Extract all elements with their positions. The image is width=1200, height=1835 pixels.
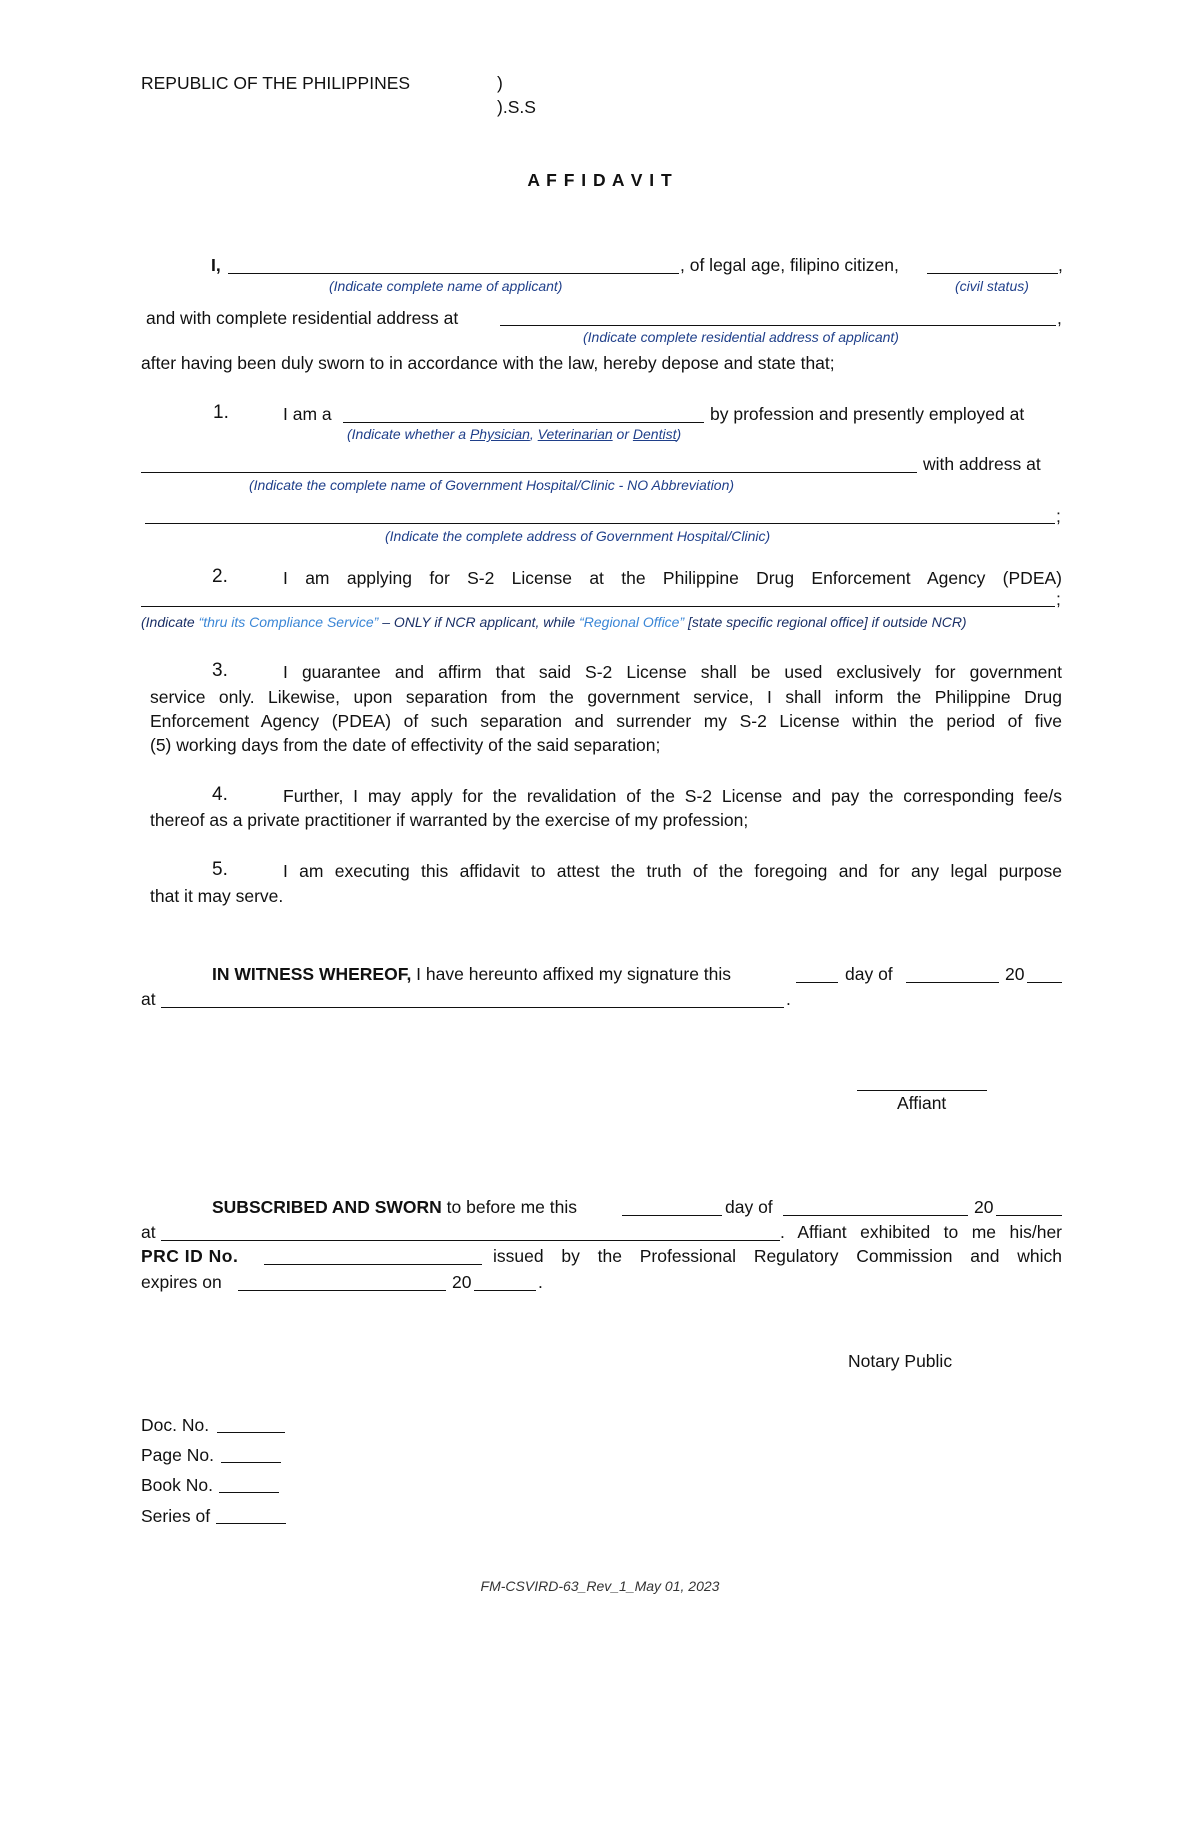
civil-status-blank[interactable] — [927, 273, 1058, 274]
sworn-at: at — [141, 1222, 156, 1242]
sworn-clause: SUBSCRIBED AND SWORN to before me this — [212, 1197, 577, 1217]
book-no-label: Book No. — [141, 1475, 213, 1495]
page-no-blank[interactable] — [221, 1462, 281, 1463]
residential-address-blank[interactable] — [500, 325, 1056, 326]
sworn-exhibited: . Affiant exhibited to me his/her — [780, 1222, 1062, 1242]
profession-hint: (Indicate whether a Physician, Veterinarian or Dentist) — [347, 426, 682, 442]
witness-place-blank[interactable] — [161, 1007, 784, 1008]
expiry-twenty: 20 — [452, 1272, 472, 1292]
series-of-blank[interactable] — [216, 1523, 286, 1524]
series-of-label: Series of — [141, 1506, 211, 1526]
republic-heading: REPUBLIC OF THE PHILIPPINES — [141, 73, 411, 93]
expiry-year-blank[interactable] — [474, 1290, 536, 1291]
sworn-month-blank[interactable] — [783, 1215, 968, 1216]
prc-id-blank[interactable] — [264, 1264, 482, 1265]
item2-text: I am applying for S-2 License at the Philippine Drug Enforcement Agency (PDEA) — [283, 568, 1062, 588]
expiry-period: . — [538, 1272, 543, 1292]
intro-comma: , — [1058, 255, 1063, 275]
item1-tail: by profession and presently employed at — [710, 404, 1025, 424]
sworn-statement: after having been duly sworn to in accordance with the law, hereby depose and state that; — [141, 353, 835, 373]
witness-twenty: 20 — [1005, 964, 1025, 984]
item5-number: 5. — [212, 859, 228, 880]
witness-month-blank[interactable] — [906, 982, 999, 983]
pdea-office-hint: (Indicate “thru its Compliance Service” – ONLY if NCR applicant, while “Regional Office” [state specific regional office] if outside NCR) — [141, 614, 967, 630]
item4-number: 4. — [212, 784, 228, 805]
doc-no-label: Doc. No. — [141, 1415, 210, 1435]
affiant-signature-line[interactable] — [857, 1090, 987, 1091]
sworn-year-blank[interactable] — [996, 1215, 1062, 1216]
hospital-name-blank[interactable] — [141, 472, 917, 473]
witness-clause: IN WITNESS WHEREOF, I have hereunto affixed my signature this — [212, 964, 732, 984]
intro-i: I, — [211, 255, 221, 275]
item3-line2: service only. Likewise, upon separation from the government service, I shall inform the Philippine Drug — [150, 687, 1062, 707]
sworn-place-blank[interactable] — [161, 1240, 780, 1241]
prc-id-label: PRC ID No. — [141, 1246, 239, 1266]
item4-line1: Further, I may apply for the revalidation of the S-2 License and pay the corresponding fee/s — [283, 786, 1062, 806]
book-no-blank[interactable] — [219, 1492, 279, 1493]
prc-issued-text: issued by the Professional Regulatory Commission and which — [493, 1246, 1062, 1266]
item3-line4: (5) working days from the date of effectivity of the said separation; — [150, 735, 661, 755]
notary-public-label: Notary Public — [848, 1351, 953, 1371]
page-no-label: Page No. — [141, 1445, 214, 1465]
item4-line2: thereof as a private practitioner if warranted by the exercise of my profession; — [150, 810, 749, 830]
item3-line3: Enforcement Agency (PDEA) of such separation and surrender my S-2 License within the period of five — [150, 711, 1062, 731]
sworn-twenty: 20 — [974, 1197, 994, 1217]
address-comma: , — [1057, 308, 1062, 328]
form-code-footer: FM-CSVIRD-63_Rev_1_May 01, 2023 — [480, 1578, 720, 1594]
pdea-office-blank[interactable] — [141, 606, 1055, 607]
item5-line2: that it may serve. — [150, 886, 284, 906]
applicant-name-blank[interactable] — [228, 273, 679, 274]
address-hint: (Indicate complete residential address of applicant) — [583, 329, 899, 345]
hospital-address-hint: (Indicate the complete address of Government Hospital/Clinic) — [385, 528, 771, 544]
profession-blank[interactable] — [343, 422, 704, 423]
item5-line1: I am executing this affidavit to attest the truth of the foregoing and for any legal purpose — [283, 861, 1062, 881]
ss-paren-top: ) — [497, 73, 503, 93]
witness-year-blank[interactable] — [1027, 982, 1062, 983]
expires-on-label: expires on — [141, 1272, 222, 1292]
item3-line1: I guarantee and affirm that said S-2 License shall be used exclusively for government — [283, 662, 1062, 682]
item1-number: 1. — [213, 402, 229, 423]
witness-day-blank[interactable] — [796, 982, 838, 983]
affiant-label: Affiant — [897, 1093, 947, 1113]
civil-status-hint: (civil status) — [955, 278, 1029, 294]
hospital-address-semicolon: ; — [1056, 506, 1061, 526]
hospital-name-hint: (Indicate the complete name of Government Hospital/Clinic - NO Abbreviation) — [249, 477, 735, 493]
document-title: A F F I D A V I T — [527, 170, 673, 190]
doc-no-blank[interactable] — [217, 1432, 285, 1433]
witness-day-of: day of — [845, 964, 893, 984]
sworn-day-blank[interactable] — [622, 1215, 722, 1216]
name-hint: (Indicate complete name of applicant) — [329, 278, 563, 294]
witness-at: at — [141, 989, 156, 1009]
item2-number: 2. — [212, 566, 228, 587]
item3-number: 3. — [212, 660, 228, 681]
item1-lead: I am a — [283, 404, 332, 424]
with-address-text: with address at — [923, 454, 1041, 474]
witness-period: . — [786, 989, 791, 1009]
ss-label: ).S.S — [497, 97, 536, 117]
expiry-date-blank[interactable] — [238, 1290, 446, 1291]
legal-age-text: , of legal age, filipino citizen, — [680, 255, 899, 275]
address-lead: and with complete residential address at — [146, 308, 459, 328]
hospital-address-blank[interactable] — [145, 523, 1055, 524]
sworn-day-of: day of — [725, 1197, 773, 1217]
item2-semicolon: ; — [1056, 589, 1061, 609]
